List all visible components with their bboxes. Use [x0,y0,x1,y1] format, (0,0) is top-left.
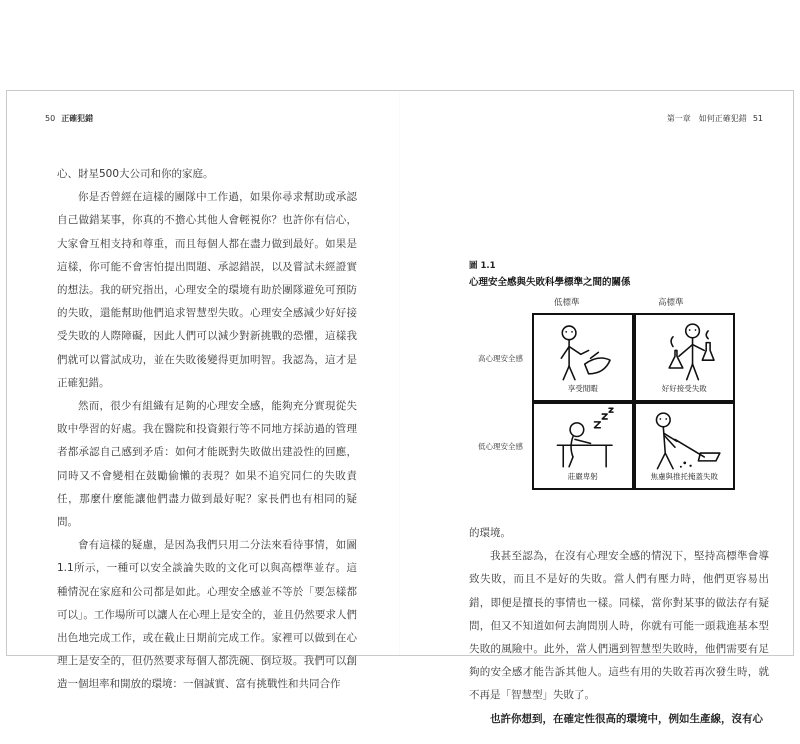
high-standard-heading: 高標準 [658,298,684,308]
figure-quadrant-grid [532,313,735,490]
book-title: 正確犯錯 [61,114,94,123]
quadrant-apathy [534,404,632,489]
quadrant-comfort [534,315,632,400]
left-running-head [45,113,93,124]
low-standard-heading: 低標準 [554,298,580,308]
quadrant-learning-caption: 好好接受失敗 [661,383,707,393]
figure-label: 圖 1.1 [469,261,496,271]
paragraph: 的環境。 [469,527,511,539]
high-safety-heading: 高心理安全感 [478,354,523,363]
quadrant-anxiety [636,404,734,489]
book-spread [6,90,794,725]
quadrant-comfort-caption: 享受閒暇 [567,383,598,393]
quadrant-anxiety-caption: 焦慮與推托掩蓋失敗 [650,472,718,481]
low-safety-heading: 低心理安全感 [478,442,523,451]
right-page-number: 51 [752,114,763,123]
right-running-head [667,113,763,124]
figure-title: 心理安全感與失敗科學標準之間的關係 [469,277,631,288]
paragraph: 會有這樣的疑慮，是因為我們只用二分法來看待事情，如圖1.1所示，一種可以安全談論失敗的文化可以與高標準並存。這種情況在家庭和公司都是如此。心理安全感並不等於「要怎樣都可以」。工作場所可以讓人在心理上是安全的，並且仍然要求人們出色地完成工作，或在截止日期前完成工作。家裡可以做到在心理上是安全的，但仍然要求每個人都洗碗、倒垃圾。我們可以創造一個坦率和開放的環境：一個誠實、富有挑戰性和共同合作 [57,539,357,691]
chapter-title: 第一章 如何正確犯錯 [666,114,747,123]
paragraph: 心、財星500大公司和你的家庭。 [57,168,214,180]
paragraph: 我甚至認為，在沒有心理安全感的情況下，堅持高標準會導致失敗，而且不是好的失敗。當人們有壓力時，他們更容易出錯，即便是擅長的事情也一樣。同樣，當你對某事的做法存有疑問，但又不知道如何去詢問別人時，你就有可能一頭栽進基本型失敗的風險中。此外，當人們遇到智慧型失敗時，他們需要有足夠的安全感才能告訴其他人。這些有用的失敗若再次發生時，就不再是「智慧型」失敗了。 [469,550,769,702]
paragraph: 然而，很少有組織有足夠的心理安全感，能夠充分實現從失敗中學習的好處。我在醫院和投資銀行等不同地方採訪過的管理者都承認自己感到矛盾：如何才能既對失敗做出建設性的回應，同時又不會變相在鼓勵偷懶的表現？如果不追究同仁的失敗責任，那麼什麼能讓他們盡力做到最好呢？家長們也有相同的疑問。 [57,400,357,529]
left-page-body [57,163,357,697]
quadrant-apathy-caption: 莊嚴卑躬 [567,472,598,481]
paragraph: 你是否曾經在這樣的團隊中工作過，如果你尋求幫助或承認自己做錯某事，你真的不擔心其他人會輕視你？也許你有信心，大家會互相支持和尊重，而且每個人都在盡力做到最好。如果是這樣，你可能不會害怕提出問題、承認錯誤，以及嘗試未經證實的想法。我的研究指出，心理安全的環境有助於團隊避免可預防的失敗，還能幫助他們追求智慧型失敗。心理安全感減少好好接受失敗的人際障礙，因此人們可以減少對新挑戰的恐懼，這樣我們就可以嘗試成功，並在失敗後變得更加明智。我認為，這才是正確犯錯。 [57,191,357,389]
left-page-number: 50 [45,114,56,123]
page-gutter [399,91,400,655]
right-page-body [469,522,769,731]
paragraph-bold-lead: 也許你想到，在確定性很高的環境中，例如生產線，沒有心 [490,712,763,725]
quadrant-learning [636,315,734,400]
